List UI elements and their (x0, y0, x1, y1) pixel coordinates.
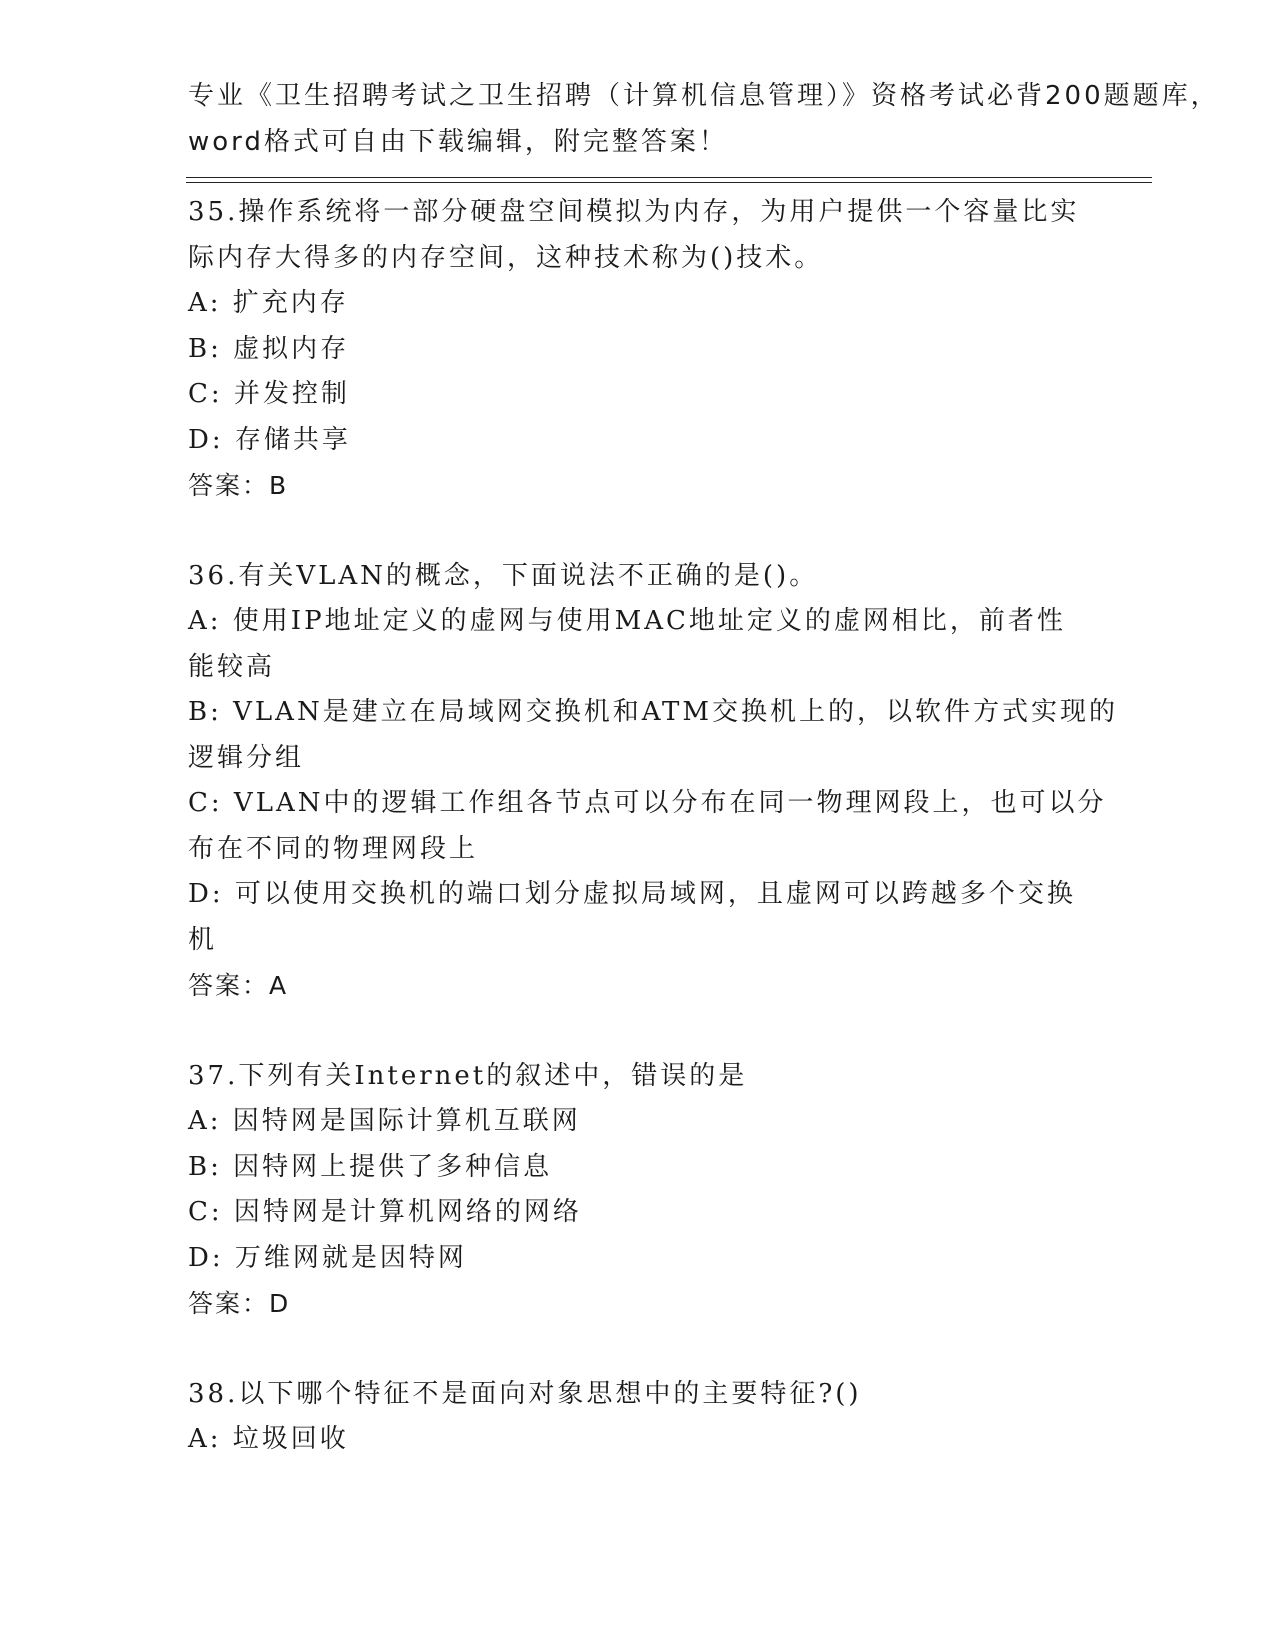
option-c: C: 并发控制 (188, 379, 350, 409)
question-stem: 35.操作系统将一部分硬盘空间模拟为内存，为用户提供一个容量比实 (188, 197, 1080, 227)
option-d: D: 存储共享 (188, 424, 351, 455)
option-d: D: 万维网就是因特网 (188, 1242, 467, 1273)
option-a: A: 因特网是国际计算机互联网 (188, 1106, 581, 1136)
header-divider-bottom (186, 182, 1152, 183)
option-c-continued: 布在不同的物理网段上 (188, 833, 479, 864)
option-c: C: 因特网是计算机网络的网络 (188, 1197, 582, 1227)
option-b: B: 因特网上提供了多种信息 (188, 1151, 553, 1182)
option-b: B: VLAN是建立在局域网交换机和ATM交换机上的，以软件方式实现的 (188, 697, 1119, 727)
question-spacer (188, 509, 1088, 554)
option-b-continued: 逻辑分组 (188, 742, 305, 773)
question-spacer (188, 1009, 1088, 1054)
answer-line: 答案：A (188, 971, 289, 1000)
option-a-continued: 能较高 (188, 651, 276, 682)
option-a: A: 垃圾回收 (188, 1424, 349, 1454)
option-d-continued: 机 (188, 924, 218, 955)
question-35 (188, 190, 1088, 509)
option-d: D: 可以使用交换机的端口划分虚拟局域网，且虚网可以跨越多个交换 (188, 879, 1076, 909)
question-38 (188, 1372, 1088, 1463)
option-a: A: 扩充内存 (188, 288, 349, 318)
option-a: A: 使用IP地址定义的虚网与使用MAC地址定义的虚网相比，前者性 (188, 606, 1066, 636)
question-stem: 37.下列有关Internet的叙述中，错误的是 (188, 1060, 748, 1091)
question-36 (188, 554, 1119, 1009)
header-line-1: 专业《卫生招聘考试之卫生招聘（计算机信息管理）》资格考试必背200题题库， (188, 81, 1220, 111)
option-b: B: 虚拟内存 (188, 333, 350, 364)
header-divider-top (186, 177, 1152, 178)
header-line-2: word格式可自由下载编辑，附完整答案！ (188, 126, 728, 157)
question-stem: 际内存大得多的内存空间，这种技术称为()技术。 (188, 242, 824, 273)
document-header (188, 74, 1220, 165)
answer-line: 答案：B (188, 471, 289, 500)
question-37 (188, 1054, 1088, 1327)
question-spacer (188, 1327, 1088, 1372)
question-stem: 36.有关VLAN的概念，下面说法不正确的是()。 (188, 560, 819, 591)
option-c: C: VLAN中的逻辑工作组各节点可以分布在同一物理网段上，也可以分 (188, 788, 1107, 818)
question-list (188, 190, 1119, 1463)
answer-line: 答案：D (188, 1289, 291, 1318)
question-stem: 38.以下哪个特征不是面向对象思想中的主要特征?() (188, 1378, 862, 1409)
